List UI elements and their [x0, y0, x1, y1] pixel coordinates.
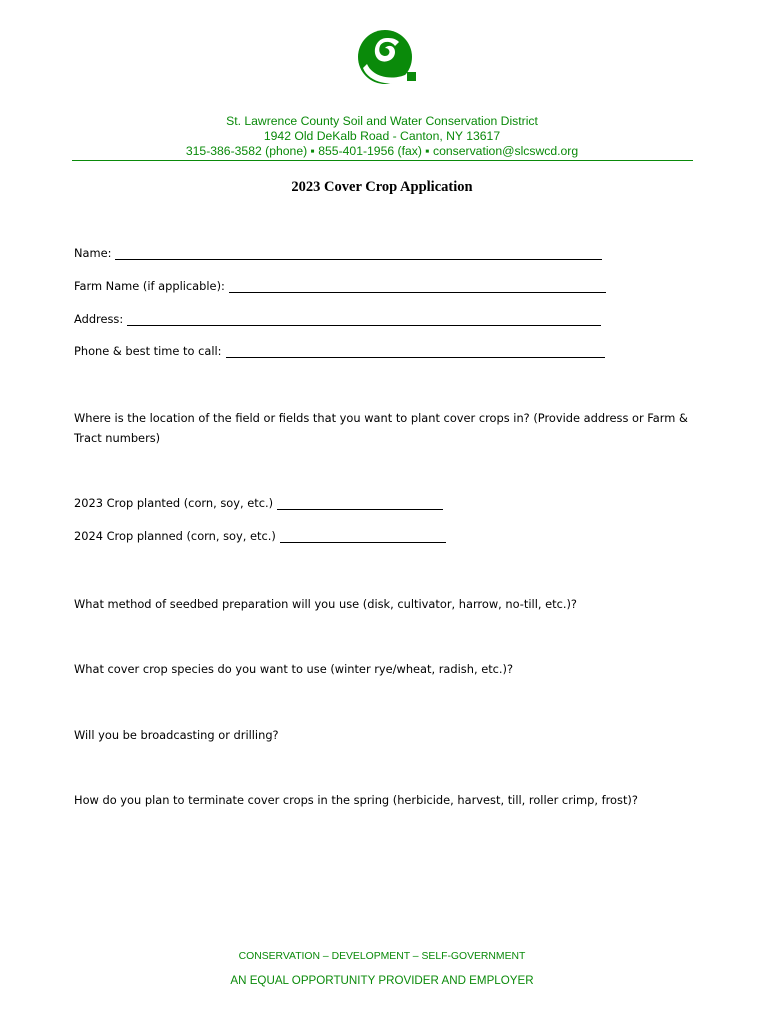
crop-2024-blank[interactable]: [280, 530, 446, 543]
address-field[interactable]: [74, 312, 601, 326]
district-logo-icon: [355, 28, 419, 86]
name-blank[interactable]: [115, 247, 602, 260]
location-question: Where is the location of the field or fields that you want to plant cover crops in? (Provide address or Farm & Tract numbers): [74, 411, 688, 445]
org-name: St. Lawrence County Soil and Water Conservation District: [226, 114, 538, 128]
broadcast-question: Will you be broadcasting or drilling?: [74, 728, 279, 742]
phone-field[interactable]: [74, 344, 605, 358]
crop-2024-field[interactable]: [74, 529, 446, 543]
name-label: Name:: [74, 246, 112, 260]
crop-2023-label: 2023 Crop planted (corn, soy, etc.): [74, 496, 274, 510]
species-question: What cover crop species do you want to use (winter rye/wheat, radish, etc.)?: [74, 662, 514, 676]
org-contact: 315-386-3582 (phone) ▪ 855-401-1956 (fax) ▪ conservation@slcswcd.org: [185, 144, 579, 158]
footer-motto: CONSERVATION – DEVELOPMENT – SELF-GOVERNMENT: [238, 951, 526, 962]
farm-name-label: Farm Name (if applicable):: [74, 279, 225, 293]
page-title: 2023 Cover Crop Application: [291, 179, 473, 195]
seedbed-question: What method of seedbed preparation will you use (disk, cultivator, harrow, no-till, etc.)?: [74, 597, 577, 611]
terminate-question: How do you plan to terminate cover crops in the spring (herbicide, harvest, till, roller crimp, frost)?: [74, 793, 638, 807]
crop-2023-field[interactable]: [74, 496, 443, 510]
header-divider: [72, 160, 693, 161]
phone-label: Phone & best time to call:: [74, 344, 222, 358]
footer-equal-opportunity: AN EQUAL OPPORTUNITY PROVIDER AND EMPLOYER: [230, 974, 534, 987]
farm-name-field[interactable]: [74, 279, 606, 293]
name-field[interactable]: [74, 246, 602, 260]
address-blank[interactable]: [127, 313, 601, 326]
crop-2024-label: 2024 Crop planned (corn, soy, etc.): [74, 529, 276, 543]
crop-2023-blank[interactable]: [277, 497, 443, 510]
letterhead: [72, 114, 692, 159]
org-address: 1942 Old DeKalb Road - Canton, NY 13617: [263, 129, 501, 143]
phone-blank[interactable]: [226, 345, 605, 358]
address-label: Address:: [74, 312, 124, 326]
farm-name-blank[interactable]: [229, 280, 606, 293]
